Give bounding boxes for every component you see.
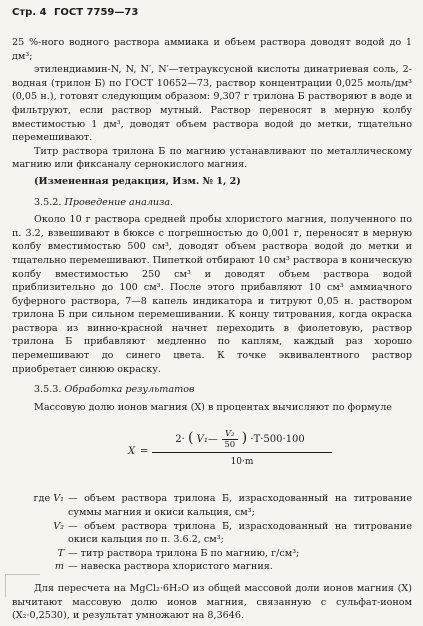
- formula-equals: =: [140, 446, 149, 458]
- formula-inner-fraction: [222, 429, 238, 450]
- formula-frac-bottom: 50: [224, 440, 236, 451]
- definition-row: [12, 547, 412, 561]
- definition-text: — объем раствора трилона Б, израсходованный на титрование суммы магния и окиси кальция, см³;: [68, 493, 412, 519]
- paragraph-trilon-b: этилендиамин-N, N, N′, N′—тетрауксусной кислоты динатриевая соль, 2-водная (трилон Б) по ГОСТ 10652—73, раствор концентрации 0,025 моль/дм³ (0,05 н.), готовят следующим образом: 9,307 г трилона Б растворяют в воде и фильтруют, если раствор мутный. Раствор переносят в мерную колбу вместимостью 1 дм³, доводят объем раствора водой до метки, тщательно перемешивают.: [12, 64, 412, 144]
- paragraph-results: Массовую долю ионов магния (X) в процентах вычисляют по формуле: [34, 401, 392, 413]
- formula-frac-top: V₂: [222, 429, 238, 440]
- section-heading-352: [12, 196, 412, 210]
- definition-symbol-v2: V₂: [53, 520, 64, 532]
- section-title-352: Проведение анализа.: [64, 196, 174, 208]
- definition-row: [12, 560, 412, 574]
- document-body: [12, 36, 412, 623]
- page-header: [12, 7, 138, 18]
- where-intro: где: [33, 493, 51, 505]
- definition-row: [12, 492, 412, 519]
- formula-denominator: 10·m: [230, 457, 254, 468]
- standard-code: ГОСТ 7759—73: [54, 7, 139, 18]
- formula-paren-open: (: [187, 430, 194, 447]
- formula-fraction-bar: [152, 452, 332, 453]
- formula-num-suffix: ·T·500·100: [250, 434, 305, 446]
- definition-symbol-v1: V₁: [53, 493, 64, 505]
- paragraph-recalculation: Для пересчета на MgCl₂·6H₂O из общей массовой доли ионов магния (X) вычитают массовую долю ионов магния, связанную с сульфат-ионом (X₂·0,2530), и результат умножают на 8,3646.: [12, 583, 412, 622]
- paragraph-ammonia: 25 %-ного водного раствора аммиака и объем раствора доводят водой до 1 дм³;: [12, 37, 412, 62]
- formula-paren-close: ): [241, 430, 248, 447]
- paragraph-analysis: Около 10 г раствора средней пробы хлористого магния, полученного по п. 3.2, взвешивают в бюксе с погрешностью до 0,001 г, переносят в мерную колбу вместимостью 500 см³, доводят объем раствора водой до метки и тщательно перемешивают. Пипеткой отбирают 10 см³ раствора в коническую колбу вместимостью 250 см³ и доводят объем раствора водой приблизительно до 100 см³. После этого прибавляют 10 см³ аммиачного буферного раствора, 7—8 капель индикатора и титруют 0,05 н. раствором трилона Б при сильном перемешивании. К концу титрования, когда окраска раствора из винно-красной начнет переходить в фиолетовую, раствор трилона Б прибавляют медленно по каплям, каждый раз хорошо перемешивают до синего цвета. К точке эквивалентного раствор приобретает синюю окраску.: [12, 214, 412, 375]
- section-number-353: 3.5.3.: [34, 384, 62, 396]
- definition-text: — объем раствора трилона Б, израсходованный на титрование окиси кальция по п. 3.6.2, см³;: [68, 520, 412, 546]
- formula-numerator: [160, 429, 320, 450]
- definitions-list: [12, 492, 412, 574]
- section-number-352: 3.5.2.: [34, 196, 62, 208]
- magnesium-formula: [12, 424, 412, 478]
- definition-symbol-t: T: [57, 547, 64, 559]
- definition-symbol: [12, 492, 68, 506]
- formula-v1: V₁—: [196, 434, 218, 446]
- revision-note: (Измененная редакция, Изм. № 1, 2): [34, 175, 241, 187]
- formula-num-prefix: 2·: [175, 434, 185, 446]
- section-title-353: Обработка результатов: [64, 384, 195, 396]
- paragraph-titer: Титр раствора трилона Б по магнию устанавливают по металлическому магнию или фиксаналу сернокислого магния.: [12, 145, 412, 171]
- definition-row: [12, 520, 412, 547]
- definition-symbol-m: m: [54, 561, 64, 573]
- section-heading-353: [12, 383, 412, 397]
- page-number: Стр. 4: [12, 7, 47, 18]
- formula-lhs: X: [128, 446, 136, 458]
- definition-text: — навеска раствора хлористого магния.: [68, 561, 273, 573]
- definition-text: — титр раствора трилона Б по магнию, г/см³;: [68, 547, 300, 559]
- corner-crop-mark: [5, 574, 40, 597]
